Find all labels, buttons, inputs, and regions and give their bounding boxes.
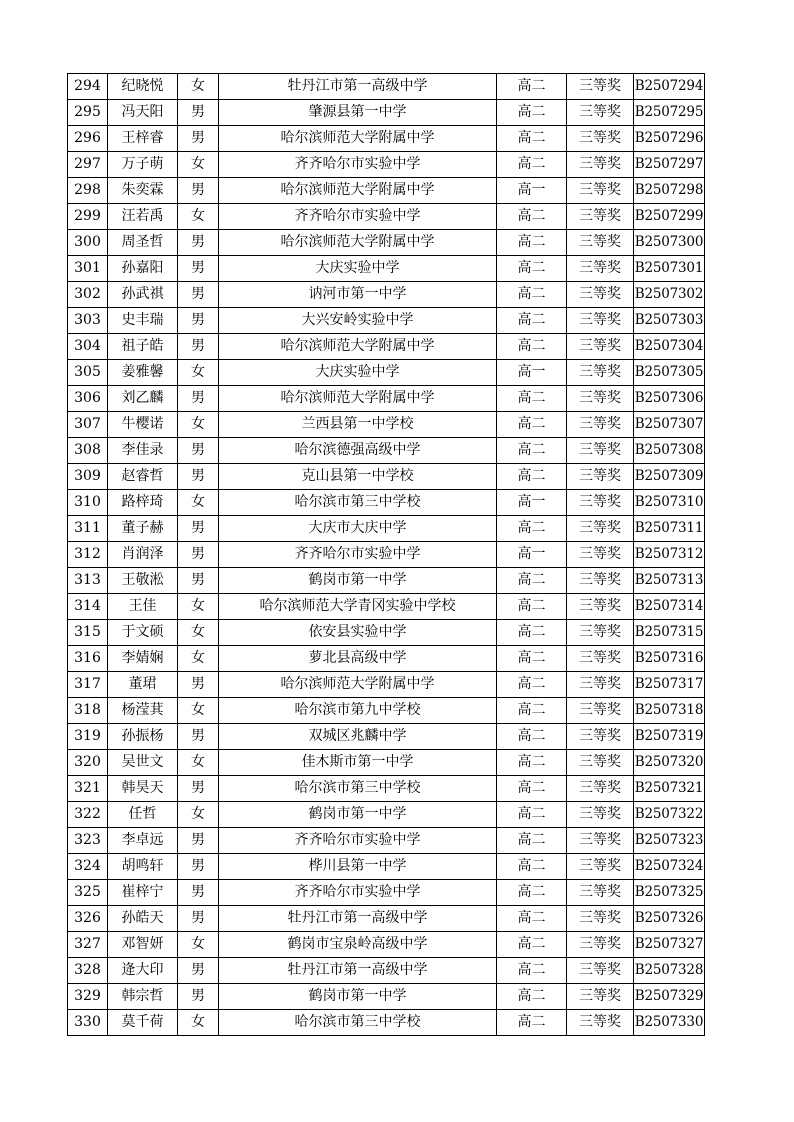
no-cell: 327 — [68, 932, 108, 958]
no-cell: 294 — [68, 74, 108, 100]
cert-cell: B2507310 — [634, 490, 705, 516]
no-cell: 307 — [68, 412, 108, 438]
table-row — [68, 464, 705, 490]
name-cell: 汪若禹 — [108, 204, 178, 230]
grade-cell: 高二 — [497, 698, 567, 724]
table-row — [68, 620, 705, 646]
grade-cell: 高二 — [497, 412, 567, 438]
gender-cell: 女 — [178, 620, 219, 646]
grade-cell: 高二 — [497, 386, 567, 412]
school-cell: 齐齐哈尔市实验中学 — [219, 880, 497, 906]
award-cell: 三等奖 — [567, 360, 634, 386]
name-cell: 逄大印 — [108, 958, 178, 984]
grade-cell: 高二 — [497, 438, 567, 464]
grade-cell: 高二 — [497, 230, 567, 256]
cert-cell: B2507302 — [634, 282, 705, 308]
cert-cell: B2507329 — [634, 984, 705, 1010]
name-cell: 崔梓宁 — [108, 880, 178, 906]
no-cell: 325 — [68, 880, 108, 906]
table-row — [68, 230, 705, 256]
grade-cell: 高二 — [497, 334, 567, 360]
award-cell: 三等奖 — [567, 724, 634, 750]
name-cell: 牛樱诺 — [108, 412, 178, 438]
table-row — [68, 646, 705, 672]
grade-cell: 高二 — [497, 74, 567, 100]
name-cell: 李婧娴 — [108, 646, 178, 672]
cert-cell: B2507305 — [634, 360, 705, 386]
cert-cell: B2507325 — [634, 880, 705, 906]
name-cell: 邓智妍 — [108, 932, 178, 958]
award-cell: 三等奖 — [567, 100, 634, 126]
school-cell: 大兴安岭实验中学 — [219, 308, 497, 334]
award-cell: 三等奖 — [567, 906, 634, 932]
award-cell: 三等奖 — [567, 880, 634, 906]
grade-cell: 高二 — [497, 828, 567, 854]
award-cell: 三等奖 — [567, 542, 634, 568]
award-cell: 三等奖 — [567, 698, 634, 724]
award-cell: 三等奖 — [567, 412, 634, 438]
name-cell: 吴世文 — [108, 750, 178, 776]
name-cell: 刘乙麟 — [108, 386, 178, 412]
school-cell: 大庆实验中学 — [219, 256, 497, 282]
table-row — [68, 282, 705, 308]
gender-cell: 男 — [178, 672, 219, 698]
table-row — [68, 932, 705, 958]
no-cell: 317 — [68, 672, 108, 698]
table-row — [68, 724, 705, 750]
no-cell: 316 — [68, 646, 108, 672]
name-cell: 韩昊天 — [108, 776, 178, 802]
no-cell: 329 — [68, 984, 108, 1010]
gender-cell: 女 — [178, 1010, 219, 1036]
award-cell: 三等奖 — [567, 932, 634, 958]
table-row — [68, 178, 705, 204]
table-row — [68, 412, 705, 438]
school-cell: 牡丹江市第一高级中学 — [219, 958, 497, 984]
grade-cell: 高二 — [497, 854, 567, 880]
school-cell: 哈尔滨德强高级中学 — [219, 438, 497, 464]
school-cell: 讷河市第一中学 — [219, 282, 497, 308]
award-cell: 三等奖 — [567, 282, 634, 308]
award-list-body — [68, 74, 705, 1036]
gender-cell: 女 — [178, 698, 219, 724]
cert-cell: B2507309 — [634, 464, 705, 490]
gender-cell: 男 — [178, 880, 219, 906]
cert-cell: B2507322 — [634, 802, 705, 828]
table-row — [68, 386, 705, 412]
cert-cell: B2507295 — [634, 100, 705, 126]
award-cell: 三等奖 — [567, 828, 634, 854]
gender-cell: 女 — [178, 490, 219, 516]
name-cell: 莫千荷 — [108, 1010, 178, 1036]
grade-cell: 高二 — [497, 516, 567, 542]
name-cell: 朱奕霖 — [108, 178, 178, 204]
cert-cell: B2507307 — [634, 412, 705, 438]
cert-cell: B2507318 — [634, 698, 705, 724]
award-cell: 三等奖 — [567, 620, 634, 646]
award-cell: 三等奖 — [567, 438, 634, 464]
cert-cell: B2507316 — [634, 646, 705, 672]
no-cell: 305 — [68, 360, 108, 386]
school-cell: 桦川县第一中学 — [219, 854, 497, 880]
school-cell: 哈尔滨市第三中学校 — [219, 490, 497, 516]
table-row — [68, 750, 705, 776]
cert-cell: B2507313 — [634, 568, 705, 594]
no-cell: 297 — [68, 152, 108, 178]
award-cell: 三等奖 — [567, 958, 634, 984]
grade-cell: 高一 — [497, 490, 567, 516]
name-cell: 万子萌 — [108, 152, 178, 178]
table-row — [68, 100, 705, 126]
cert-cell: B2507326 — [634, 906, 705, 932]
cert-cell: B2507296 — [634, 126, 705, 152]
name-cell: 董子赫 — [108, 516, 178, 542]
table-row — [68, 802, 705, 828]
no-cell: 330 — [68, 1010, 108, 1036]
grade-cell: 高二 — [497, 256, 567, 282]
no-cell: 304 — [68, 334, 108, 360]
gender-cell: 男 — [178, 516, 219, 542]
name-cell: 李佳录 — [108, 438, 178, 464]
cert-cell: B2507330 — [634, 1010, 705, 1036]
award-cell: 三等奖 — [567, 464, 634, 490]
cert-cell: B2507306 — [634, 386, 705, 412]
cert-cell: B2507297 — [634, 152, 705, 178]
no-cell: 309 — [68, 464, 108, 490]
table-row — [68, 672, 705, 698]
grade-cell: 高二 — [497, 568, 567, 594]
name-cell: 任哲 — [108, 802, 178, 828]
school-cell: 鹤岗市第一中学 — [219, 984, 497, 1010]
no-cell: 301 — [68, 256, 108, 282]
gender-cell: 女 — [178, 802, 219, 828]
table-row — [68, 256, 705, 282]
name-cell: 王梓睿 — [108, 126, 178, 152]
school-cell: 哈尔滨师范大学青冈实验中学校 — [219, 594, 497, 620]
gender-cell: 男 — [178, 334, 219, 360]
school-cell: 齐齐哈尔市实验中学 — [219, 204, 497, 230]
gender-cell: 男 — [178, 568, 219, 594]
name-cell: 孙武祺 — [108, 282, 178, 308]
award-cell: 三等奖 — [567, 74, 634, 100]
name-cell: 孙振杨 — [108, 724, 178, 750]
cert-cell: B2507311 — [634, 516, 705, 542]
gender-cell: 女 — [178, 412, 219, 438]
award-cell: 三等奖 — [567, 152, 634, 178]
name-cell: 路梓琦 — [108, 490, 178, 516]
no-cell: 302 — [68, 282, 108, 308]
no-cell: 313 — [68, 568, 108, 594]
grade-cell: 高二 — [497, 672, 567, 698]
school-cell: 萝北县高级中学 — [219, 646, 497, 672]
gender-cell: 男 — [178, 984, 219, 1010]
cert-cell: B2507323 — [634, 828, 705, 854]
table-row — [68, 594, 705, 620]
gender-cell: 男 — [178, 256, 219, 282]
award-cell: 三等奖 — [567, 776, 634, 802]
gender-cell: 男 — [178, 958, 219, 984]
gender-cell: 男 — [178, 308, 219, 334]
no-cell: 308 — [68, 438, 108, 464]
school-cell: 哈尔滨师范大学附属中学 — [219, 126, 497, 152]
grade-cell: 高二 — [497, 204, 567, 230]
gender-cell: 男 — [178, 776, 219, 802]
grade-cell: 高二 — [497, 464, 567, 490]
gender-cell: 女 — [178, 152, 219, 178]
cert-cell: B2507319 — [634, 724, 705, 750]
cert-cell: B2507317 — [634, 672, 705, 698]
table-row — [68, 776, 705, 802]
cert-cell: B2507308 — [634, 438, 705, 464]
grade-cell: 高二 — [497, 308, 567, 334]
name-cell: 史丰瑞 — [108, 308, 178, 334]
cert-cell: B2507294 — [634, 74, 705, 100]
name-cell: 王佳 — [108, 594, 178, 620]
school-cell: 依安县实验中学 — [219, 620, 497, 646]
grade-cell: 高二 — [497, 724, 567, 750]
cert-cell: B2507314 — [634, 594, 705, 620]
award-cell: 三等奖 — [567, 230, 634, 256]
gender-cell: 男 — [178, 854, 219, 880]
name-cell: 祖子皓 — [108, 334, 178, 360]
grade-cell: 高二 — [497, 932, 567, 958]
gender-cell: 男 — [178, 100, 219, 126]
school-cell: 哈尔滨市第九中学校 — [219, 698, 497, 724]
school-cell: 哈尔滨师范大学附属中学 — [219, 334, 497, 360]
table-row — [68, 568, 705, 594]
award-cell: 三等奖 — [567, 256, 634, 282]
no-cell: 314 — [68, 594, 108, 620]
no-cell: 318 — [68, 698, 108, 724]
no-cell: 306 — [68, 386, 108, 412]
no-cell: 320 — [68, 750, 108, 776]
name-cell: 孙嘉阳 — [108, 256, 178, 282]
grade-cell: 高二 — [497, 152, 567, 178]
award-cell: 三等奖 — [567, 516, 634, 542]
cert-cell: B2507303 — [634, 308, 705, 334]
school-cell: 齐齐哈尔市实验中学 — [219, 828, 497, 854]
award-cell: 三等奖 — [567, 1010, 634, 1036]
grade-cell: 高一 — [497, 178, 567, 204]
award-cell: 三等奖 — [567, 802, 634, 828]
table-row — [68, 490, 705, 516]
name-cell: 纪晓悦 — [108, 74, 178, 100]
name-cell: 董珺 — [108, 672, 178, 698]
name-cell: 王敬淞 — [108, 568, 178, 594]
table-row — [68, 438, 705, 464]
gender-cell: 男 — [178, 126, 219, 152]
name-cell: 姜雅馨 — [108, 360, 178, 386]
table-row — [68, 698, 705, 724]
name-cell: 李卓远 — [108, 828, 178, 854]
table-row — [68, 906, 705, 932]
school-cell: 哈尔滨市第三中学校 — [219, 1010, 497, 1036]
table-row — [68, 308, 705, 334]
award-cell: 三等奖 — [567, 126, 634, 152]
name-cell: 赵睿哲 — [108, 464, 178, 490]
no-cell: 298 — [68, 178, 108, 204]
cert-cell: B2507328 — [634, 958, 705, 984]
school-cell: 双城区兆麟中学 — [219, 724, 497, 750]
name-cell: 于文硕 — [108, 620, 178, 646]
gender-cell: 男 — [178, 464, 219, 490]
award-cell: 三等奖 — [567, 308, 634, 334]
grade-cell: 高二 — [497, 282, 567, 308]
school-cell: 哈尔滨师范大学附属中学 — [219, 230, 497, 256]
award-cell: 三等奖 — [567, 178, 634, 204]
table-row — [68, 880, 705, 906]
grade-cell: 高二 — [497, 802, 567, 828]
cert-cell: B2507315 — [634, 620, 705, 646]
table-row — [68, 516, 705, 542]
no-cell: 300 — [68, 230, 108, 256]
grade-cell: 高二 — [497, 984, 567, 1010]
grade-cell: 高一 — [497, 360, 567, 386]
school-cell: 鹤岗市宝泉岭高级中学 — [219, 932, 497, 958]
school-cell: 兰西县第一中学校 — [219, 412, 497, 438]
grade-cell: 高二 — [497, 750, 567, 776]
name-cell: 韩宗哲 — [108, 984, 178, 1010]
school-cell: 鹤岗市第一中学 — [219, 802, 497, 828]
gender-cell: 女 — [178, 932, 219, 958]
award-cell: 三等奖 — [567, 490, 634, 516]
award-cell: 三等奖 — [567, 386, 634, 412]
name-cell: 周圣哲 — [108, 230, 178, 256]
table-row — [68, 828, 705, 854]
gender-cell: 男 — [178, 230, 219, 256]
gender-cell: 男 — [178, 386, 219, 412]
gender-cell: 男 — [178, 724, 219, 750]
gender-cell: 男 — [178, 828, 219, 854]
no-cell: 326 — [68, 906, 108, 932]
gender-cell: 男 — [178, 438, 219, 464]
no-cell: 299 — [68, 204, 108, 230]
school-cell: 克山县第一中学校 — [219, 464, 497, 490]
gender-cell: 女 — [178, 594, 219, 620]
table-row — [68, 204, 705, 230]
name-cell: 冯天阳 — [108, 100, 178, 126]
no-cell: 323 — [68, 828, 108, 854]
school-cell: 哈尔滨师范大学附属中学 — [219, 672, 497, 698]
table-row — [68, 958, 705, 984]
grade-cell: 高二 — [497, 620, 567, 646]
award-cell: 三等奖 — [567, 984, 634, 1010]
cert-cell: B2507320 — [634, 750, 705, 776]
no-cell: 328 — [68, 958, 108, 984]
no-cell: 319 — [68, 724, 108, 750]
grade-cell: 高二 — [497, 776, 567, 802]
cert-cell: B2507301 — [634, 256, 705, 282]
table-row — [68, 984, 705, 1010]
grade-cell: 高二 — [497, 100, 567, 126]
name-cell: 孙皓天 — [108, 906, 178, 932]
table-row — [68, 152, 705, 178]
award-cell: 三等奖 — [567, 594, 634, 620]
award-cell: 三等奖 — [567, 854, 634, 880]
cert-cell: B2507299 — [634, 204, 705, 230]
cert-cell: B2507304 — [634, 334, 705, 360]
award-cell: 三等奖 — [567, 646, 634, 672]
award-cell: 三等奖 — [567, 672, 634, 698]
no-cell: 295 — [68, 100, 108, 126]
gender-cell: 男 — [178, 542, 219, 568]
no-cell: 311 — [68, 516, 108, 542]
cert-cell: B2507298 — [634, 178, 705, 204]
no-cell: 315 — [68, 620, 108, 646]
table-row — [68, 1010, 705, 1036]
name-cell: 杨滢萁 — [108, 698, 178, 724]
school-cell: 牡丹江市第一高级中学 — [219, 906, 497, 932]
grade-cell: 高二 — [497, 880, 567, 906]
no-cell: 312 — [68, 542, 108, 568]
table-row — [68, 126, 705, 152]
grade-cell: 高二 — [497, 646, 567, 672]
school-cell: 齐齐哈尔市实验中学 — [219, 542, 497, 568]
no-cell: 322 — [68, 802, 108, 828]
gender-cell: 女 — [178, 750, 219, 776]
school-cell: 齐齐哈尔市实验中学 — [219, 152, 497, 178]
table-row — [68, 334, 705, 360]
gender-cell: 男 — [178, 178, 219, 204]
cert-cell: B2507324 — [634, 854, 705, 880]
school-cell: 大庆市大庆中学 — [219, 516, 497, 542]
grade-cell: 高二 — [497, 906, 567, 932]
school-cell: 哈尔滨师范大学附属中学 — [219, 386, 497, 412]
grade-cell: 高二 — [497, 958, 567, 984]
name-cell: 肖润泽 — [108, 542, 178, 568]
grade-cell: 高二 — [497, 126, 567, 152]
school-cell: 肇源县第一中学 — [219, 100, 497, 126]
award-cell: 三等奖 — [567, 334, 634, 360]
no-cell: 324 — [68, 854, 108, 880]
no-cell: 321 — [68, 776, 108, 802]
school-cell: 大庆实验中学 — [219, 360, 497, 386]
table-row — [68, 360, 705, 386]
grade-cell: 高二 — [497, 594, 567, 620]
award-cell: 三等奖 — [567, 750, 634, 776]
no-cell: 303 — [68, 308, 108, 334]
grade-cell: 高二 — [497, 1010, 567, 1036]
gender-cell: 女 — [178, 74, 219, 100]
table-row — [68, 542, 705, 568]
gender-cell: 男 — [178, 906, 219, 932]
school-cell: 哈尔滨师范大学附属中学 — [219, 178, 497, 204]
cert-cell: B2507300 — [634, 230, 705, 256]
cert-cell: B2507327 — [634, 932, 705, 958]
cert-cell: B2507321 — [634, 776, 705, 802]
table-row — [68, 74, 705, 100]
table-row — [68, 854, 705, 880]
award-list-table — [67, 73, 705, 1036]
name-cell: 胡鸣轩 — [108, 854, 178, 880]
grade-cell: 高一 — [497, 542, 567, 568]
school-cell: 哈尔滨市第三中学校 — [219, 776, 497, 802]
gender-cell: 女 — [178, 646, 219, 672]
cert-cell: B2507312 — [634, 542, 705, 568]
gender-cell: 女 — [178, 360, 219, 386]
school-cell: 佳木斯市第一中学 — [219, 750, 497, 776]
gender-cell: 男 — [178, 282, 219, 308]
award-cell: 三等奖 — [567, 204, 634, 230]
no-cell: 310 — [68, 490, 108, 516]
school-cell: 鹤岗市第一中学 — [219, 568, 497, 594]
award-cell: 三等奖 — [567, 568, 634, 594]
school-cell: 牡丹江市第一高级中学 — [219, 74, 497, 100]
gender-cell: 女 — [178, 204, 219, 230]
no-cell: 296 — [68, 126, 108, 152]
